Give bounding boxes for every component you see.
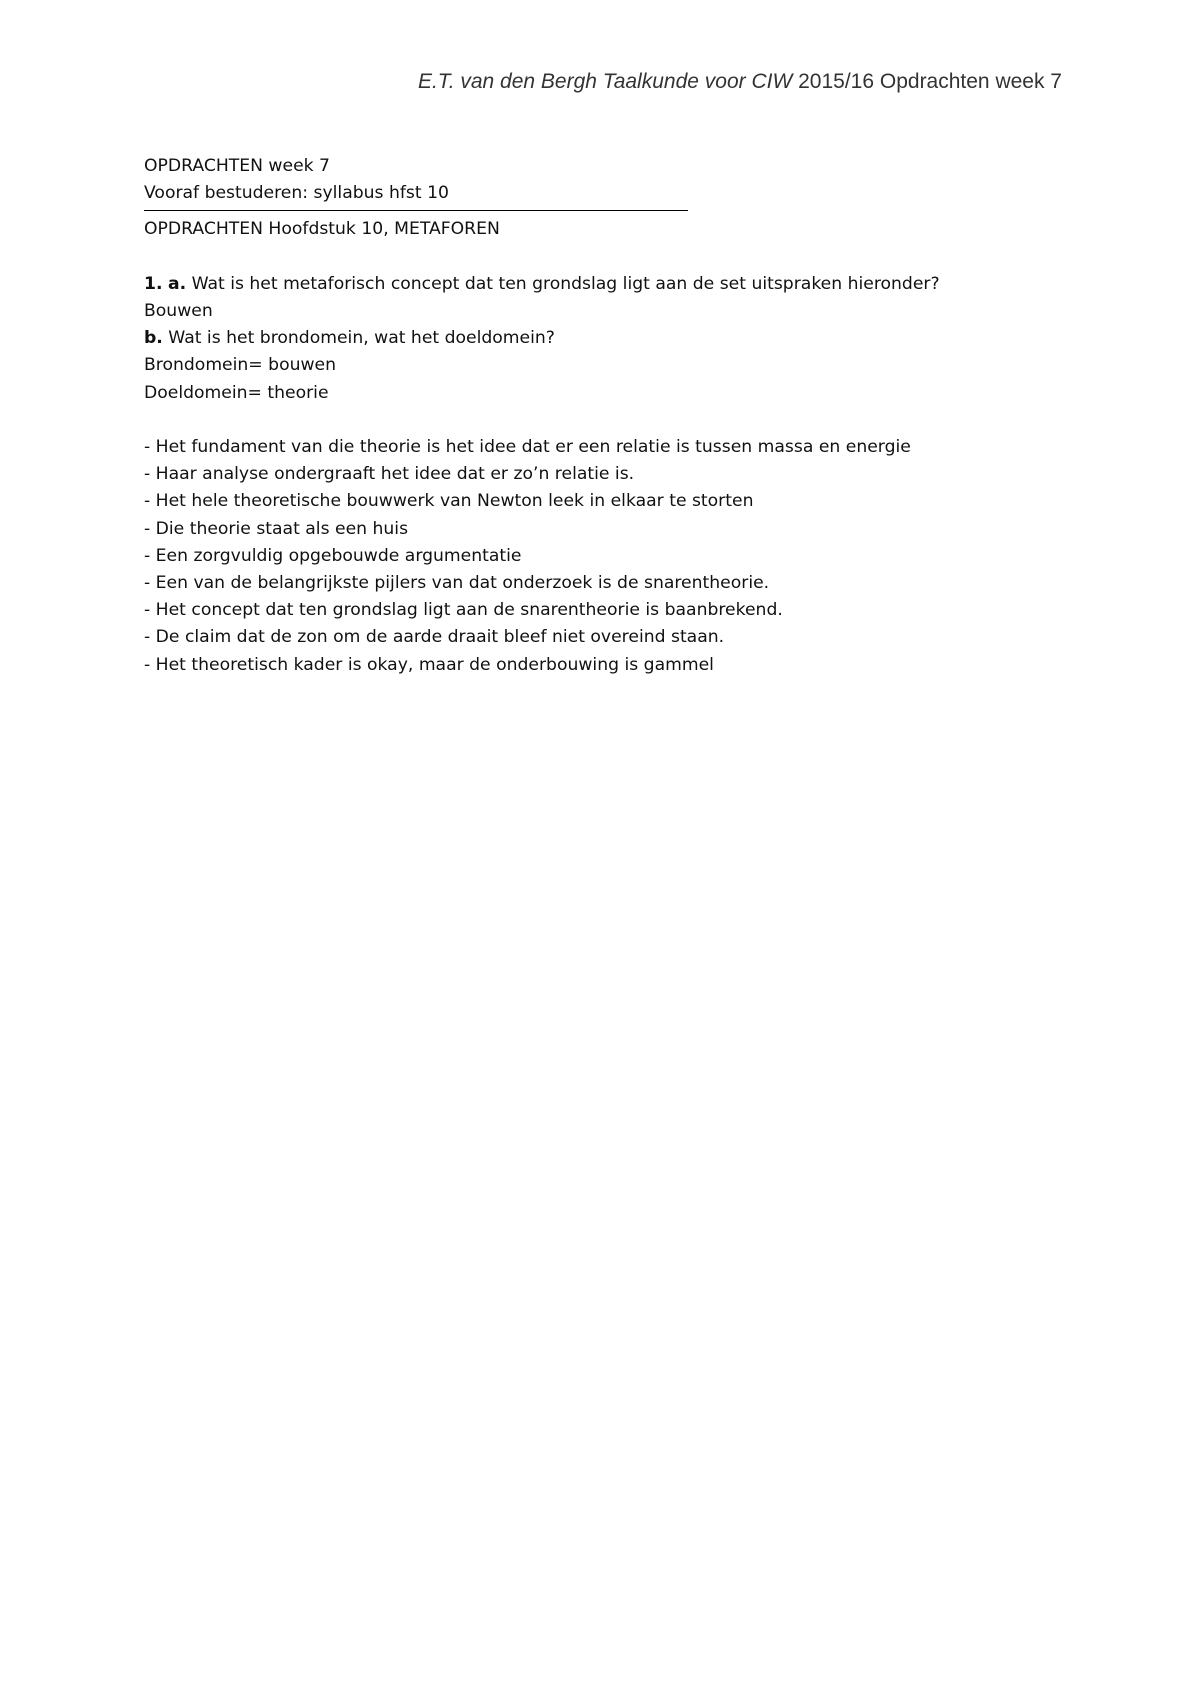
question-b-answer-target: Doeldomein= theorie bbox=[144, 382, 329, 403]
section-title: OPDRACHTEN Hoofdstuk 10, METAFOREN bbox=[144, 219, 500, 240]
question-number: 1. bbox=[144, 273, 163, 294]
question-b-answer-source: Brondomein= bouwen bbox=[144, 355, 337, 376]
statement-item: - Die theorie staat als een huis bbox=[144, 518, 409, 539]
statement-item: - Het concept dat ten grondslag ligt aan de snarentheorie is baanbrekend. bbox=[144, 600, 783, 621]
question-b-label: b. bbox=[144, 328, 163, 349]
question-a-label: a. bbox=[167, 273, 187, 294]
page-header bbox=[418, 70, 1062, 94]
spacer bbox=[144, 244, 1074, 271]
statement-item: - Het fundament van die theorie is het idee dat er een relatie is tussen massa en energie bbox=[144, 437, 911, 457]
statement-item: - Het theoretisch kader is okay, maar de onderbouwing is gammel bbox=[144, 654, 714, 675]
intro-prep: Vooraf bestuderen: syllabus hfst 10 bbox=[144, 183, 449, 204]
statement-item: - De claim dat de zon om de aarde draait bleef niet overeind staan. bbox=[144, 627, 725, 648]
question-a-text: Wat is het metaforisch concept dat ten grondslag ligt aan de set uitspraken hieronder? bbox=[186, 273, 940, 294]
horizontal-rule bbox=[144, 210, 688, 211]
statement-item: - Een zorgvuldig opgebouwde argumentatie bbox=[144, 545, 522, 566]
question-b-text: Wat is het brondomein, wat het doeldomein? bbox=[162, 328, 555, 349]
header-year-assignment: 2015/16 Opdrachten week 7 bbox=[792, 70, 1062, 93]
document-body bbox=[144, 153, 1074, 679]
statement-list bbox=[144, 434, 1074, 679]
question-1b bbox=[144, 325, 1074, 352]
intro-title: OPDRACHTEN week 7 bbox=[144, 156, 330, 176]
header-author-course: E.T. van den Bergh Taalkunde voor CIW bbox=[417, 70, 793, 93]
statement-item: - Een van de belangrijkste pijlers van dat onderzoek is de snarentheorie. bbox=[144, 573, 770, 594]
question-a-answer: Bouwen bbox=[144, 301, 213, 321]
spacer bbox=[144, 407, 1074, 434]
statement-item: - Haar analyse ondergraaft het idee dat er zo’n relatie is. bbox=[144, 464, 635, 485]
question-1a bbox=[144, 271, 1074, 298]
statement-item: - Het hele theoretische bouwwerk van Newton leek in elkaar te storten bbox=[144, 491, 754, 512]
